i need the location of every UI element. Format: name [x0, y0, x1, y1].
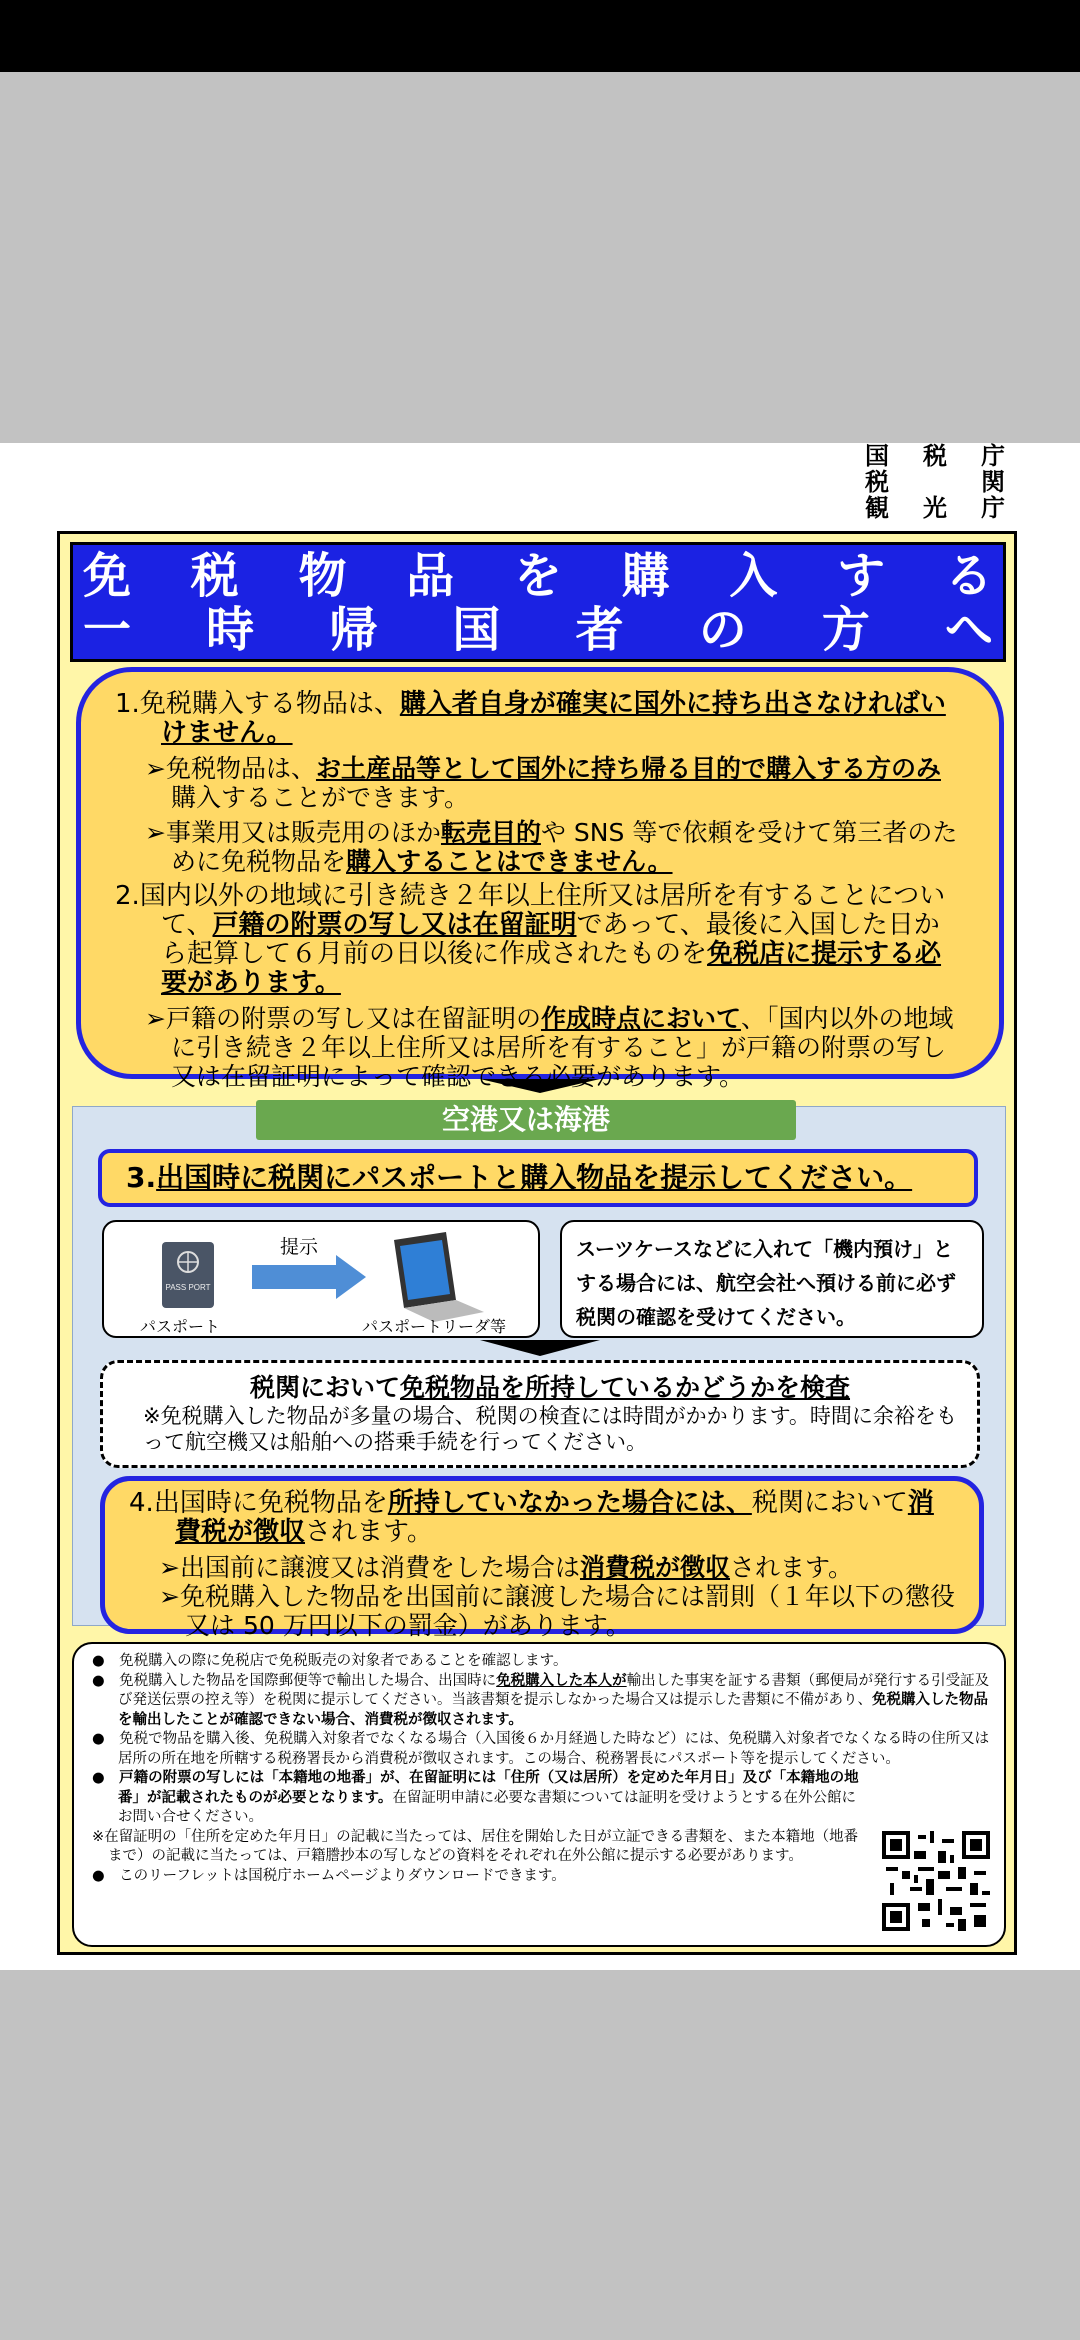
- note-1: ● 免税購入の際に免税店で免税販売の対象者であることを確認します。: [92, 1653, 568, 1669]
- item-4: 4.出国時に免税物品を所持していなかった場合には、税関において消費税が徴収されます。: [129, 1488, 934, 1547]
- passport-reader-icon: [394, 1232, 484, 1322]
- note-4: ● 戸籍の附票の写しには「本籍地の地番」が、在留証明には「住所（又は居所）を定めた年月日」及び「本籍地の地番」が記載されたものが必要となります。在留証明申請に必要な書類については証明を受けようとする在外公館にお問い合せください。: [92, 1770, 859, 1825]
- present-passport-box: [102, 1220, 540, 1338]
- item-1: 1.免税購入する物品は、購入者自身が確実に国外に持ち出さなければいけません。: [115, 689, 946, 748]
- reader-label: パスポートリーダ等: [362, 1317, 507, 1336]
- section-1-box: [76, 667, 1004, 1091]
- document-page: [0, 443, 1080, 1970]
- item-4-bullet-2: ➢免税購入した物品を出国前に譲渡した場合には罰則（１年以下の懲役又は 50 万円以下の罰金）があります。: [159, 1582, 955, 1640]
- item-1-bullet-1: ➢免税物品は、お土産品等として国外に持ち帰る目的で購入する方のみ購入することができます。: [145, 754, 941, 812]
- agency-customs: 税 関: [865, 468, 1005, 496]
- status-bar: [0, 0, 1080, 72]
- notes-box: [72, 1642, 1006, 1947]
- checked-luggage-note: スーツケースなどに入れて「機内預け」とする場合には、航空会社へ預ける前に必ず税関の確認を受けてください。: [560, 1220, 984, 1338]
- item-4-bullet-1: ➢出国前に譲渡又は消費をした場合は消費税が徴収されます。: [159, 1553, 853, 1582]
- passport-icon: [162, 1242, 214, 1308]
- item-1-bullet-2: ➢事業用又は販売用のほか転売目的や SNS 等で依頼を受けて第三者のために免税物品を購入することはできません。: [145, 818, 958, 876]
- section-4-box: [100, 1476, 984, 1640]
- qr-code-icon[interactable]: [882, 1830, 990, 1932]
- title-line-1: 免 税 物 品 を 購 入 す る: [83, 548, 993, 604]
- agency-tourism: 観 光 庁: [865, 494, 1005, 522]
- down-arrow-icon: [480, 1079, 600, 1093]
- customs-inspection-box: [100, 1360, 980, 1468]
- title-line-2: 一 時 帰 国 者 の 方 へ: [83, 602, 993, 658]
- passport-cover-text: PASS PORT: [165, 1283, 211, 1292]
- note-2: ● 免税購入した物品を国際郵便等で輸出した場合、出国時に免税購入した本人が輸出した事実を証する書類（郵便局が発行する引受証及び発送伝票の控え等）を税関に提示してください。当該書類を提示しなかった場合又は提示した書類に不備があり、免税購入した物品を輸出したことが確認できない場合、消費税が徴収されます。: [92, 1672, 990, 1728]
- agency-names: [865, 443, 1005, 521]
- title-banner: [70, 542, 1006, 662]
- passport-label: パスポート: [140, 1317, 221, 1336]
- down-arrow-icon-2: [480, 1340, 600, 1356]
- inspection-title: 税関において免税物品を所持しているかどうかを検査: [249, 1373, 851, 1402]
- note-6: ● このリーフレットは国税庁ホームページよりダウンロードできます。: [92, 1867, 566, 1884]
- inspection-note: ※免税購入した物品が多量の場合、税関の検査には時間がかかります。時間に余裕をもって航空機又は船舶への搭乗手続を行ってください。: [143, 1404, 957, 1454]
- item-2: 2.国内以外の地域に引き続き２年以上住所又は居所を有することについて、戸籍の附票の写し又は在留証明であって、最後に入国した日から起算して６月前の日以後に作成されたものを免税店に提示する必要があります。: [115, 881, 946, 998]
- note-3: ● 免税で物品を購入後、免税購入対象者でなくなる場合（入国後６か月経過した時など）には、免税購入対象者でなくなる時の住所又は居所の所在地を所轄する税務署長から消費税が徴収されます。この場合、税務署長にパスポート等を提示してください。: [92, 1731, 990, 1767]
- section-3-box: 3.出国時に税関にパスポートと購入物品を提示してください。: [98, 1149, 978, 1207]
- note-5: ※在留証明の「住所を定めた年月日」の記載に当たっては、居住を開始した日が立証できる書類を、また本籍地（地番まで）の記載に当たっては、戸籍謄抄本の写しなどの資料をそれぞれ在外公館に提示する必要があります。: [92, 1828, 859, 1864]
- item-2-bullet: ➢戸籍の附票の写し又は在留証明の作成時点において、「国内以外の地域に引き続き２年以上住所又は居所を有すること」が戸籍の附票の写し又は在留証明によって確認できる必要があります。: [145, 1004, 954, 1091]
- airport-seaport-label: 空港又は海港: [256, 1100, 796, 1140]
- agency-nta: 国 税 庁: [865, 442, 1005, 470]
- leaflet-frame: [57, 531, 1017, 1955]
- right-arrow-icon: [252, 1255, 366, 1299]
- present-label: 提示: [280, 1236, 319, 1258]
